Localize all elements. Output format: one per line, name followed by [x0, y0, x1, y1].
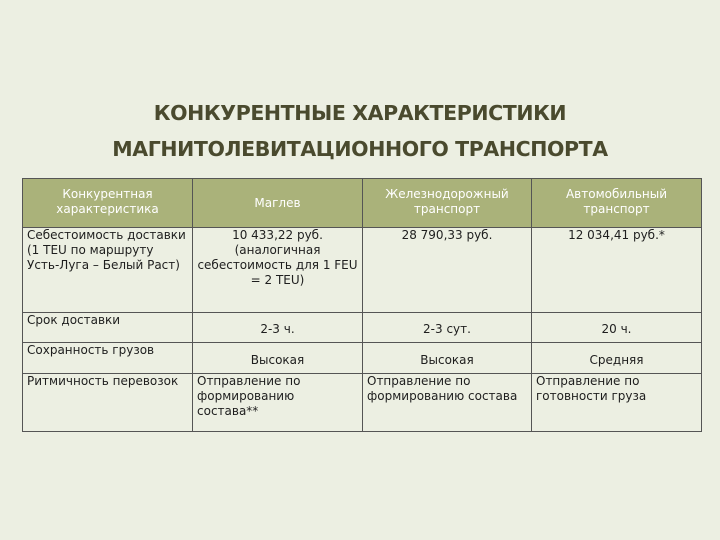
- cell-maglev-time: 2-3 ч.: [193, 313, 363, 343]
- title-line-1: КОНКУРЕНТНЫЕ ХАРАКТЕРИСТИКИ: [153, 101, 567, 125]
- header-rail: Железнодорожный транспорт: [363, 179, 532, 228]
- table-row: [23, 313, 702, 343]
- row-label-safety: Сохранность грузов: [23, 343, 193, 374]
- row-label-rhythm: Ритмичность перевозок: [23, 374, 193, 432]
- cell-rail-safety: Высокая: [363, 343, 532, 374]
- header-road: Автомобильный транспорт: [532, 179, 702, 228]
- cell-road-safety: Средняя: [532, 343, 702, 374]
- table-header-row: [23, 179, 702, 228]
- slide-title: [0, 95, 720, 167]
- cell-road-rhythm: Отправление по готовности груза: [532, 374, 702, 432]
- table-row: [23, 343, 702, 374]
- row-label-time: Срок доставки: [23, 313, 193, 343]
- header-maglev: Маглев: [193, 179, 363, 228]
- title-line-2: МАГНИТОЛЕВИТАЦИОННОГО ТРАНСПОРТА: [112, 137, 608, 161]
- cell-road-cost: 12 034,41 руб.*: [532, 228, 702, 313]
- cell-rail-cost: 28 790,33 руб.: [363, 228, 532, 313]
- header-characteristic: Конкурентная характеристика: [23, 179, 193, 228]
- comparison-table: [22, 178, 702, 432]
- table-row: [23, 228, 702, 313]
- cell-maglev-rhythm: Отправление по формированию состава**: [193, 374, 363, 432]
- row-label-cost: Себестоимость доставки (1 TEU по маршруту Усть-Луга – Белый Раст): [23, 228, 193, 313]
- cell-maglev-cost: 10 433,22 руб. (аналогичная себестоимость для 1 FEU = 2 TEU): [193, 228, 363, 313]
- cell-maglev-safety: Высокая: [193, 343, 363, 374]
- cell-rail-time: 2-3 сут.: [363, 313, 532, 343]
- cell-road-time: 20 ч.: [532, 313, 702, 343]
- cell-rail-rhythm: Отправление по формированию состава: [363, 374, 532, 432]
- table-row: [23, 374, 702, 432]
